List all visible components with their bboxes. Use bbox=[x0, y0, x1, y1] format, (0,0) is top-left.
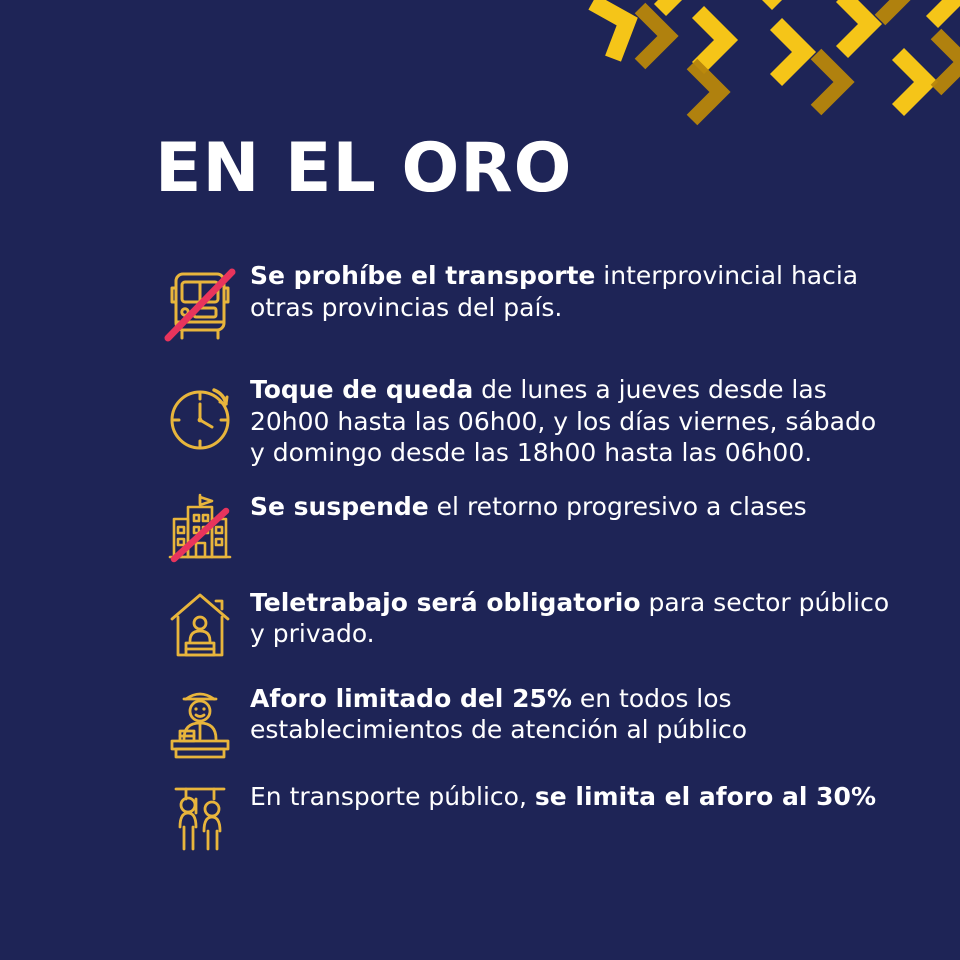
list-item-rest: interprovincial hacia otras provincias del país. bbox=[250, 261, 859, 322]
list-item-bold-tail: se limita el aforo al 30% bbox=[534, 781, 877, 811]
school-prohibited-icon bbox=[156, 489, 244, 571]
list-item bbox=[150, 258, 890, 350]
list-item-rest: de lunes a jueves desde las 20h00 hasta las 06h00, y los días viernes, sábado y domingo desde las 18h00 hasta las 06h00. bbox=[250, 375, 877, 467]
list-item-text bbox=[250, 258, 890, 323]
list-item bbox=[150, 372, 890, 469]
list-item-bold-lead: Toque de queda bbox=[250, 375, 474, 404]
list-item-text bbox=[250, 779, 890, 813]
list-item-bold-lead: Se suspende bbox=[250, 491, 429, 521]
public-transport-people-icon bbox=[156, 779, 244, 857]
list-item-bold-lead: Aforo limitado del 25% bbox=[250, 683, 572, 713]
chevron-burst-decoration bbox=[580, 0, 960, 220]
telework-home-icon bbox=[156, 585, 244, 665]
icon-container bbox=[150, 585, 250, 665]
list-item-text bbox=[250, 372, 890, 469]
list-item bbox=[150, 681, 890, 765]
icon-container bbox=[150, 681, 250, 765]
curfew-clock-icon bbox=[156, 376, 244, 462]
bus-prohibited-icon bbox=[156, 264, 244, 350]
list-item-rest: En transporte público, bbox=[250, 781, 535, 811]
page-title: EN EL ORO bbox=[155, 129, 573, 208]
list-item-bold-lead: Se prohíbe el transporte bbox=[250, 261, 596, 290]
list-item bbox=[150, 585, 890, 665]
list-item-rest: para sector público y privado. bbox=[250, 587, 890, 648]
icon-container bbox=[150, 258, 250, 350]
list-item-text bbox=[250, 585, 890, 650]
list-item bbox=[150, 489, 890, 571]
list-item-rest: en todos los establecimientos de atención al público bbox=[250, 683, 748, 744]
icon-container bbox=[150, 489, 250, 571]
icon-container bbox=[150, 372, 250, 462]
list-item-text bbox=[250, 681, 890, 746]
measures-list bbox=[150, 258, 890, 857]
list-item bbox=[150, 779, 890, 857]
capacity-worker-icon bbox=[156, 681, 244, 765]
icon-container bbox=[150, 779, 250, 857]
list-item-text bbox=[250, 489, 890, 523]
list-item-rest: el retorno progresivo a clases bbox=[428, 491, 807, 521]
list-item-bold-lead: Teletrabajo será obligatorio bbox=[250, 587, 641, 617]
